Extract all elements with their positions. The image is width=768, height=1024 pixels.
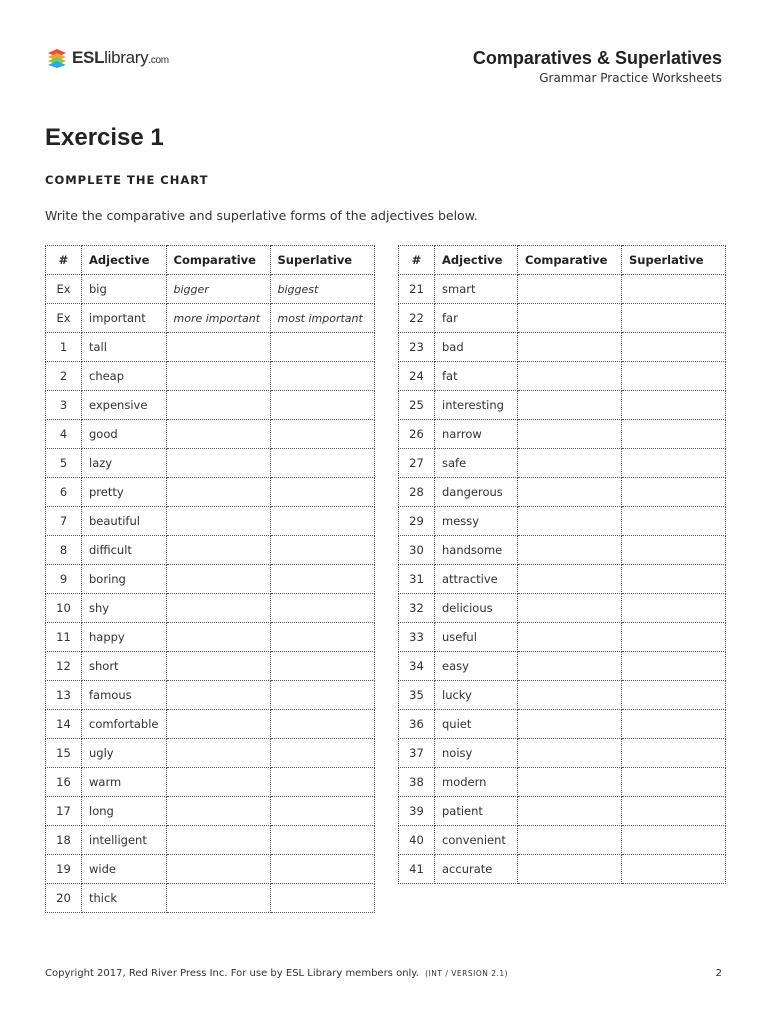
table-row [399, 275, 726, 304]
version-label: (INT / VERSION 2.1) [425, 969, 509, 978]
adjective-cell: modern [435, 768, 518, 797]
copyright-text: Copyright 2017, Red River Press Inc. For use by ESL Library members only. [45, 968, 419, 979]
table-row [46, 391, 375, 420]
adjective-cell: wide [82, 855, 167, 884]
adjective-cell: attractive [435, 565, 518, 594]
superlative-cell[interactable] [270, 826, 374, 855]
adjective-cell: pretty [82, 478, 167, 507]
table-row [399, 449, 726, 478]
book-stack-icon [46, 47, 68, 69]
superlative-cell[interactable] [270, 710, 374, 739]
row-number: 31 [399, 565, 435, 594]
table-row [46, 362, 375, 391]
row-number: 19 [46, 855, 82, 884]
comparative-cell[interactable] [518, 420, 622, 449]
header-number: # [46, 246, 82, 275]
table-row [46, 768, 375, 797]
row-number: Ex [46, 304, 82, 333]
table-header-row [46, 246, 375, 275]
section-title: COMPLETE THE CHART [45, 173, 209, 187]
worksheet-subtitle: Grammar Practice Worksheets [539, 71, 722, 85]
adjective-cell: tall [82, 333, 167, 362]
comparative-cell[interactable] [518, 333, 622, 362]
row-number: 9 [46, 565, 82, 594]
header-superlative: Superlative [270, 246, 374, 275]
adjective-cell: ugly [82, 739, 167, 768]
superlative-cell[interactable] [622, 826, 726, 855]
row-number: 8 [46, 536, 82, 565]
adjective-cell: big [82, 275, 167, 304]
table-row [46, 739, 375, 768]
table-row [399, 710, 726, 739]
adjective-cell: intelligent [82, 826, 167, 855]
comparative-cell[interactable] [166, 391, 270, 420]
adjective-cell: handsome [435, 536, 518, 565]
comparative-cell[interactable] [166, 710, 270, 739]
comparative-cell[interactable] [518, 507, 622, 536]
table-row [46, 275, 375, 304]
superlative-cell: most important [270, 304, 374, 333]
comparative-cell[interactable] [166, 681, 270, 710]
comparative-cell[interactable] [166, 739, 270, 768]
comparative-cell[interactable] [166, 652, 270, 681]
comparative-cell[interactable] [166, 797, 270, 826]
superlative-cell[interactable] [270, 681, 374, 710]
adjective-cell: accurate [435, 855, 518, 884]
comparative-cell[interactable] [518, 275, 622, 304]
table-row [46, 710, 375, 739]
comparative-cell[interactable] [518, 449, 622, 478]
row-number: 20 [46, 884, 82, 913]
table-row [399, 565, 726, 594]
comparative-cell[interactable] [166, 449, 270, 478]
worksheet-title: Comparatives & Superlatives [472, 48, 722, 68]
comparative-cell: more important [166, 304, 270, 333]
table-row [46, 652, 375, 681]
row-number: 5 [46, 449, 82, 478]
adjective-cell: cheap [82, 362, 167, 391]
comparative-cell: bigger [166, 275, 270, 304]
superlative-cell[interactable] [622, 333, 726, 362]
adjective-chart-left [45, 245, 375, 913]
row-number: 16 [46, 768, 82, 797]
table-row [46, 536, 375, 565]
row-number: 17 [46, 797, 82, 826]
row-number: 25 [399, 391, 435, 420]
comparative-cell[interactable] [518, 855, 622, 884]
adjective-cell: delicious [435, 594, 518, 623]
table-row [46, 855, 375, 884]
superlative-cell[interactable] [270, 507, 374, 536]
table-row [46, 304, 375, 333]
superlative-cell[interactable] [622, 362, 726, 391]
header-number: # [399, 246, 435, 275]
adjective-cell: narrow [435, 420, 518, 449]
table-row [399, 768, 726, 797]
row-number: 13 [46, 681, 82, 710]
adjective-cell: bad [435, 333, 518, 362]
header-superlative: Superlative [622, 246, 726, 275]
comparative-cell[interactable] [518, 536, 622, 565]
superlative-cell[interactable] [270, 739, 374, 768]
table-row [46, 333, 375, 362]
table-row [399, 420, 726, 449]
superlative-cell[interactable] [270, 536, 374, 565]
superlative-cell[interactable] [622, 275, 726, 304]
table-row [46, 507, 375, 536]
row-number: 32 [399, 594, 435, 623]
row-number: 36 [399, 710, 435, 739]
comparative-cell[interactable] [166, 768, 270, 797]
superlative-cell[interactable] [270, 768, 374, 797]
table-row [46, 420, 375, 449]
comparative-cell[interactable] [166, 536, 270, 565]
comparative-cell[interactable] [518, 797, 622, 826]
adjective-cell: easy [435, 652, 518, 681]
comparative-cell[interactable] [166, 333, 270, 362]
row-number: 29 [399, 507, 435, 536]
row-number: Ex [46, 275, 82, 304]
row-number: 40 [399, 826, 435, 855]
row-number: 11 [46, 623, 82, 652]
table-row [46, 565, 375, 594]
table-row [399, 681, 726, 710]
row-number: 1 [46, 333, 82, 362]
header-adjective: Adjective [82, 246, 167, 275]
adjective-cell: good [82, 420, 167, 449]
row-number: 6 [46, 478, 82, 507]
superlative-cell[interactable] [270, 855, 374, 884]
row-number: 18 [46, 826, 82, 855]
adjective-cell: happy [82, 623, 167, 652]
row-number: 24 [399, 362, 435, 391]
table-row [46, 884, 375, 913]
adjective-cell: shy [82, 594, 167, 623]
adjective-cell: expensive [82, 391, 167, 420]
comparative-cell[interactable] [518, 304, 622, 333]
superlative-cell[interactable] [622, 855, 726, 884]
adjective-cell: comfortable [82, 710, 167, 739]
comparative-cell[interactable] [518, 652, 622, 681]
header-comparative: Comparative [518, 246, 622, 275]
comparative-cell[interactable] [166, 507, 270, 536]
table-row [46, 681, 375, 710]
row-number: 23 [399, 333, 435, 362]
table-row [399, 304, 726, 333]
comparative-cell[interactable] [518, 391, 622, 420]
table-row [46, 594, 375, 623]
table-row [399, 478, 726, 507]
superlative-cell[interactable] [270, 449, 374, 478]
comparative-cell[interactable] [518, 478, 622, 507]
adjective-cell: noisy [435, 739, 518, 768]
table-row [399, 826, 726, 855]
superlative-cell[interactable] [622, 536, 726, 565]
superlative-cell[interactable] [622, 594, 726, 623]
adjective-cell: warm [82, 768, 167, 797]
adjective-cell: interesting [435, 391, 518, 420]
comparative-cell[interactable] [518, 710, 622, 739]
row-number: 7 [46, 507, 82, 536]
page-number: 2 [715, 968, 722, 979]
comparative-cell[interactable] [518, 681, 622, 710]
adjective-cell: useful [435, 623, 518, 652]
superlative-cell: biggest [270, 275, 374, 304]
superlative-cell[interactable] [270, 797, 374, 826]
table-row [399, 739, 726, 768]
comparative-cell[interactable] [518, 594, 622, 623]
row-number: 30 [399, 536, 435, 565]
comparative-cell[interactable] [518, 565, 622, 594]
row-number: 34 [399, 652, 435, 681]
instructions: Write the comparative and superlative forms of the adjectives below. [45, 208, 478, 223]
table-row [399, 536, 726, 565]
superlative-cell[interactable] [622, 710, 726, 739]
superlative-cell[interactable] [270, 623, 374, 652]
comparative-cell[interactable] [518, 768, 622, 797]
superlative-cell[interactable] [270, 362, 374, 391]
header-comparative: Comparative [166, 246, 270, 275]
row-number: 3 [46, 391, 82, 420]
superlative-cell[interactable] [270, 420, 374, 449]
adjective-cell: short [82, 652, 167, 681]
adjective-cell: lucky [435, 681, 518, 710]
table-row [46, 797, 375, 826]
comparative-cell[interactable] [166, 884, 270, 913]
superlative-cell[interactable] [622, 304, 726, 333]
adjective-cell: important [82, 304, 167, 333]
table-row [399, 391, 726, 420]
comparative-cell[interactable] [166, 478, 270, 507]
row-number: 35 [399, 681, 435, 710]
table-header-row [399, 246, 726, 275]
table-row [46, 449, 375, 478]
table-row [46, 478, 375, 507]
row-number: 38 [399, 768, 435, 797]
exercise-title: Exercise 1 [45, 124, 164, 151]
row-number: 26 [399, 420, 435, 449]
superlative-cell[interactable] [622, 652, 726, 681]
adjective-cell: fat [435, 362, 518, 391]
superlative-cell[interactable] [622, 797, 726, 826]
adjective-cell: difficult [82, 536, 167, 565]
row-number: 22 [399, 304, 435, 333]
row-number: 12 [46, 652, 82, 681]
superlative-cell[interactable] [622, 739, 726, 768]
comparative-cell[interactable] [518, 623, 622, 652]
copyright-footer [45, 968, 508, 979]
row-number: 10 [46, 594, 82, 623]
table-row [46, 826, 375, 855]
row-number: 14 [46, 710, 82, 739]
comparative-cell[interactable] [166, 826, 270, 855]
row-number: 15 [46, 739, 82, 768]
adjective-cell: safe [435, 449, 518, 478]
comparative-cell[interactable] [166, 855, 270, 884]
row-number: 28 [399, 478, 435, 507]
table-row [399, 594, 726, 623]
comparative-cell[interactable] [518, 739, 622, 768]
row-number: 33 [399, 623, 435, 652]
comparative-cell[interactable] [166, 362, 270, 391]
row-number: 27 [399, 449, 435, 478]
row-number: 37 [399, 739, 435, 768]
row-number: 2 [46, 362, 82, 391]
adjective-chart-right [398, 245, 726, 884]
table-row [399, 623, 726, 652]
superlative-cell[interactable] [622, 681, 726, 710]
superlative-cell[interactable] [270, 333, 374, 362]
adjective-cell: convenient [435, 826, 518, 855]
comparative-cell[interactable] [166, 420, 270, 449]
adjective-cell: famous [82, 681, 167, 710]
superlative-cell[interactable] [622, 565, 726, 594]
table-row [399, 797, 726, 826]
adjective-cell: boring [82, 565, 167, 594]
table-row [399, 855, 726, 884]
esl-library-logo [46, 45, 169, 71]
row-number: 4 [46, 420, 82, 449]
superlative-cell[interactable] [270, 594, 374, 623]
comparative-cell[interactable] [166, 594, 270, 623]
row-number: 21 [399, 275, 435, 304]
table-row [399, 652, 726, 681]
superlative-cell[interactable] [270, 884, 374, 913]
row-number: 41 [399, 855, 435, 884]
adjective-cell: thick [82, 884, 167, 913]
superlative-cell[interactable] [622, 391, 726, 420]
adjective-cell: quiet [435, 710, 518, 739]
adjective-cell: dangerous [435, 478, 518, 507]
adjective-cell: smart [435, 275, 518, 304]
adjective-cell: messy [435, 507, 518, 536]
superlative-cell[interactable] [622, 420, 726, 449]
table-row [46, 623, 375, 652]
comparative-cell[interactable] [166, 623, 270, 652]
superlative-cell[interactable] [270, 478, 374, 507]
superlative-cell[interactable] [622, 623, 726, 652]
superlative-cell[interactable] [622, 768, 726, 797]
superlative-cell[interactable] [622, 478, 726, 507]
superlative-cell[interactable] [270, 565, 374, 594]
superlative-cell[interactable] [270, 652, 374, 681]
comparative-cell[interactable] [518, 362, 622, 391]
logo-wordmark: ESLlibrary.com [72, 48, 169, 67]
adjective-cell: lazy [82, 449, 167, 478]
adjective-cell: patient [435, 797, 518, 826]
superlative-cell[interactable] [622, 507, 726, 536]
table-row [399, 507, 726, 536]
table-row [399, 362, 726, 391]
adjective-cell: long [82, 797, 167, 826]
adjective-cell: beautiful [82, 507, 167, 536]
adjective-cell: far [435, 304, 518, 333]
superlative-cell[interactable] [270, 391, 374, 420]
row-number: 39 [399, 797, 435, 826]
comparative-cell[interactable] [518, 826, 622, 855]
table-row [399, 333, 726, 362]
comparative-cell[interactable] [166, 565, 270, 594]
header-adjective: Adjective [435, 246, 518, 275]
superlative-cell[interactable] [622, 449, 726, 478]
